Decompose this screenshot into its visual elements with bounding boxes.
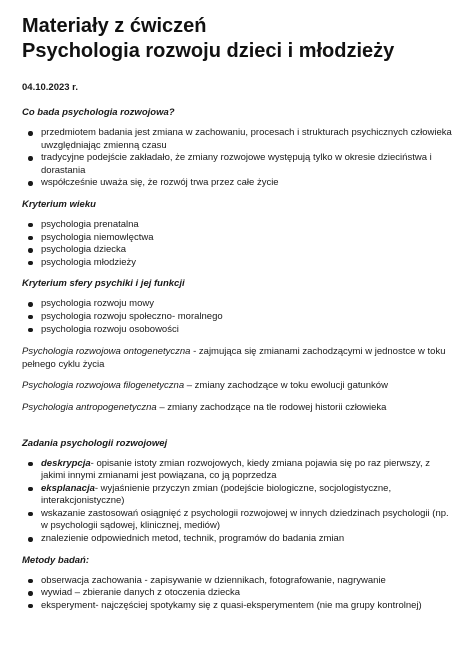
section-2-title: Kryterium wieku <box>22 198 96 210</box>
bullet-icon <box>28 156 33 161</box>
section-5-list <box>22 575 454 613</box>
title-line-1: Materiały z ćwiczeń <box>22 15 207 37</box>
list-item: psychologia rozwoju mowy <box>22 298 454 311</box>
list-item: znalezienie odpowiednich metod, technik, programów do badania zmian <box>22 533 454 546</box>
bullet-icon <box>28 261 33 266</box>
section-2-list <box>22 219 454 269</box>
list-item: psychologia dziecka <box>22 244 454 257</box>
list-item: tradycyjne podejście zakładało, że zmiany rozwojowe występują tylko w okresie dzieciństwa i dorastania <box>22 152 454 177</box>
bullet-icon <box>28 315 33 320</box>
list-item: wywiad – zbieranie danych z otoczenia dziecka <box>22 587 454 600</box>
document-page <box>22 14 454 612</box>
list-item: eksperyment- najczęściej spotykamy się z quasi-eksperymentem (nie ma grupy kontrolnej) <box>22 600 454 613</box>
bullet-icon <box>28 462 33 467</box>
definition-phylogenetic: Psychologia rozwojowa filogenetyczna – zmiany zachodzące w toku ewolucji gatunków <box>22 380 388 392</box>
section-1-title: Co bada psychologia rozwojowa? <box>22 107 175 118</box>
section-1-list <box>22 127 454 190</box>
list-item: psychologia rozwoju społeczno- moralnego <box>22 311 454 324</box>
list-item: psychologia niemowlęctwa <box>22 232 454 245</box>
list-item: przedmiotem badania jest zmiana w zachowaniu, procesach i strukturach psychicznych człowieka uwzględniając zmienną czasu <box>22 127 454 152</box>
bullet-icon <box>28 487 33 492</box>
list-item: wskazanie zastosowań osiągnięć z psychologii rozwojowej w innych dziedzinach psychologii (np. w psychologii sądowej, klinicznej, mediów) <box>22 508 454 533</box>
date: 04.10.2023 r. <box>22 82 78 93</box>
list-item: deskrypcja- opisanie istoty zmian rozwojowych, kiedy zmiana pojawia się po raz pierwszy, z jakimi innymi zmianami jest powiązana, co ją poprzedza <box>22 458 454 483</box>
bullet-icon <box>28 604 33 609</box>
section-4-title: Zadania psychologii rozwojowej <box>22 437 168 449</box>
section-5-title: Metody badań: <box>22 554 90 566</box>
definition-anthropogenetic: Psychologia antropogenetyczna – zmiany zachodzące na tle rodowej historii człowieka <box>22 401 387 413</box>
bullet-icon <box>28 181 33 186</box>
list-item: psychologia prenatalna <box>22 219 454 232</box>
list-item: psychologia rozwoju osobowości <box>22 324 454 337</box>
bullet-icon <box>28 512 33 517</box>
section-3-list <box>22 298 454 336</box>
bullet-icon <box>28 236 33 241</box>
bullet-icon <box>28 248 33 253</box>
list-item: współcześnie uważa się, że rozwój trwa przez całe życie <box>22 177 454 190</box>
list-item: psychologia młodzieży <box>22 257 454 270</box>
bullet-icon <box>28 131 33 136</box>
section-4-list <box>22 458 454 546</box>
bullet-icon <box>28 328 33 333</box>
section-3-title: Kryterium sfery psychiki i jej funkcji <box>22 278 185 290</box>
bullet-icon <box>28 591 33 596</box>
bullet-icon <box>28 579 33 584</box>
bullet-icon <box>28 223 33 228</box>
bullet-icon <box>28 537 33 542</box>
title-line-2: Psychologia rozwoju dzieci i młodzieży <box>22 40 395 62</box>
bullet-icon <box>28 302 33 307</box>
list-item: eksplanacja- wyjaśnienie przyczyn zmian (podejście biologiczne, socjologistyczne, interakcjonistyczne) <box>22 483 454 508</box>
definition-ontogenetic: Psychologia rozwojowa ontogenetyczna - zajmująca się zmianami zachodzącymi w jednostce w toku pełnego cyklu życia <box>22 346 446 370</box>
document-title <box>22 14 454 64</box>
list-item: obserwacja zachowania - zapisywanie w dziennikach, fotografowanie, nagrywanie <box>22 575 454 588</box>
